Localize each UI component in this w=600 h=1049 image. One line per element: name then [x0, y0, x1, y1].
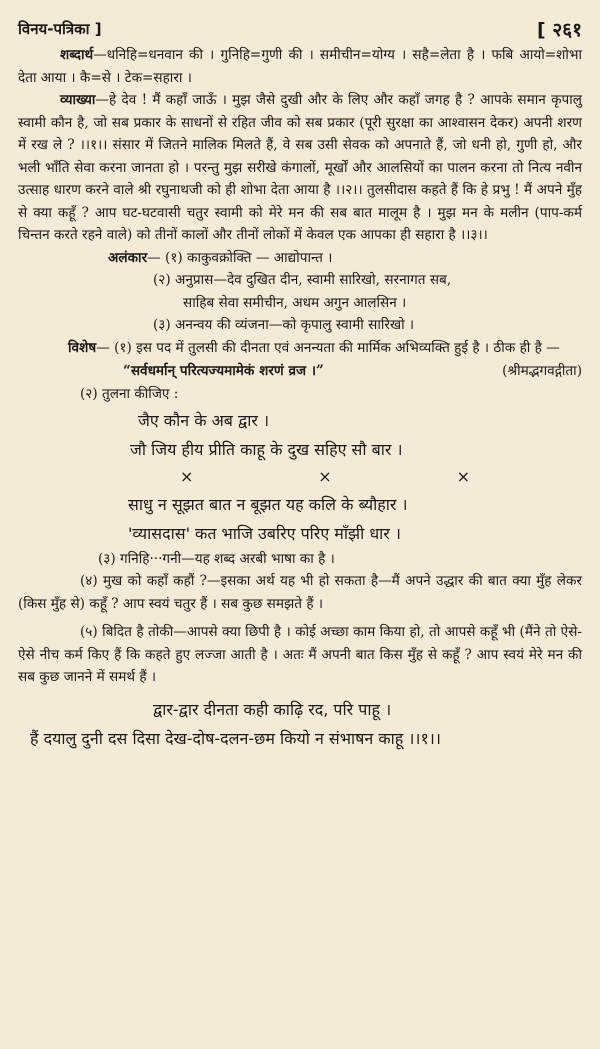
- alankar-item: — (१) काकुवक्रोक्ति — आद्योपान्त ।: [147, 249, 333, 266]
- note-4: (४) मुख को कहाँ कहौं ?—इसका अर्थ यह भी हो सकता है—मैं अपने उद्धार की बात क्या मुँह लेकर (किस मुँह से) कहूँ ? आप स्वयं चतुर हैं । सब कुछ समझते हैं ।: [18, 573, 582, 612]
- vyakhya-label: व्याख्या: [60, 92, 96, 108]
- note-5: (५) बिदित है तोकी—आपसे क्या छिपी है । कोई अच्छा काम किया हो, तो आपसे कहूँ भी (मैंने तो ऐसे-ऐसे नीच कर्म किए हैं कि कहते हुए लज्जा आती है । अतः मैं अपनी बात किस मुँह से कहूँ ? आप स्वयं मेरे मन की सब कुछ जानने में समर्थ हैं ।: [18, 624, 582, 685]
- alankar-line-1: [18, 247, 582, 270]
- alankar-label: अलंकार: [108, 249, 148, 266]
- final-verse-line: द्वार-द्वार दीनता कही काढ़ि रद, परि पाहू ।: [153, 699, 392, 719]
- alankar-line-4: (३) अनन्वय की व्यंजना—को कृपालु स्वामी सारिखो ।: [153, 317, 415, 333]
- vishesh-text: — (१) इस पद में तुलसी की दीनता एवं अनन्यता की मार्मिक अभिव्यक्ति हुई है । ठीक ही है —: [96, 339, 560, 356]
- vishesh-label: विशेष: [68, 339, 97, 356]
- alankar-line-3: साहिब सेवा समीचीन, अधम अगुन आलसिन ।: [183, 294, 407, 311]
- gita-quote: [18, 359, 582, 383]
- comparison-verse-line: जैए कौन के अब द्वार ।: [138, 410, 270, 430]
- vyakhya-paragraph: [18, 89, 582, 247]
- alankar-section: [18, 247, 582, 337]
- quote-source: (श्रीमद्भगवद्गीता): [502, 363, 582, 379]
- cross-mark: ×: [180, 466, 194, 486]
- vishesh-paragraph: [18, 337, 582, 360]
- cross-mark: ×: [456, 466, 470, 486]
- comparison-verse-line: 'व्यासदास' कत भाजि उबरिए परिए माँझी धार ।: [128, 523, 401, 543]
- running-title: विनय-पत्रिका ]: [18, 20, 102, 38]
- page-number: [ २६१: [537, 19, 582, 41]
- shabdarth-paragraph: [18, 44, 582, 89]
- tulna-label: (२) तुलना कीजिए :: [80, 386, 179, 402]
- cross-mark: ×: [318, 466, 332, 486]
- comparison-verse-line: जौ जिय हीय प्रीति काहू के दुख सहिए सौ बार ।: [130, 439, 403, 459]
- comparison-verse-line: साधु न सूझत बात न बूझत यह कलि के ब्यौहार ।: [128, 494, 408, 514]
- shabdarth-label: शब्दार्थ: [60, 47, 94, 63]
- shabdarth-text: —धनिहि=धनवान की । गुनिहि=गुणी की । समीचीन=योग्य । सहै=लेता है । फबि आयो=शोभा देता आया । कै=से । टेक=सहारा ।: [18, 47, 582, 86]
- vyakhya-text: —हे देव ! मैं कहाँ जाऊँ । मुझ जैसे दुखी और के लिए और कहाँ जगह है ? आपके समान कृपालु स्वामी कौन है, जो सब प्रकार के साधनों से रहित जीव को सब प्रकार (पूरी सुरक्षा का आश्वासन देकर) अपनी शरण में रख ले ? ।।१।। संसार में जितने मालिक मिलते हैं, वे सब उसी सेवक को अपनाते हैं, जो धनी हो, गुणी हो, और भली भाँति सेवा करना जानता हो । परन्तु मुझ सरीखे कंगालों, मूर्खों और आलसियों का पालन करना तो नित्य नवीन उत्साह धारण करने वाले श्री रघुनाथजी को ही शोभा देता आया है ।।२।। तुलसीदास कहते हैं कि हे प्रभु ! मैं अपने मुँह से क्या कहूँ ? आप घट-घटवासी चतुर स्वामी को मेरे मन की सब बात मालूम है । मुझ मन के मलीन (पाप-कर्म चिन्तन करते रहने वाले) को तीनों कालों और तीनों लोकों में केवल एक आपका ही सहारा है ।।३।।: [18, 92, 582, 243]
- quote-text: “सर्वधर्मान् परित्यज्यमामेकं शरणं व्रज ।”: [123, 363, 324, 379]
- final-verse-line: हैं दयालु दुनी दस दिसा देख-दोष-दलन-छम कियो न संभाषन काहू ।।१।।: [30, 728, 441, 748]
- note-3: (३) गनिहि···गनी—यह शब्द अरबी भाषा का है ।: [98, 550, 335, 567]
- verse-separator: [180, 464, 470, 490]
- alankar-line-2: (२) अनुप्रास—देव दुखित दीन, स्वामी सारिखो, सरनागत सब,: [153, 272, 452, 288]
- page-header: [18, 14, 582, 44]
